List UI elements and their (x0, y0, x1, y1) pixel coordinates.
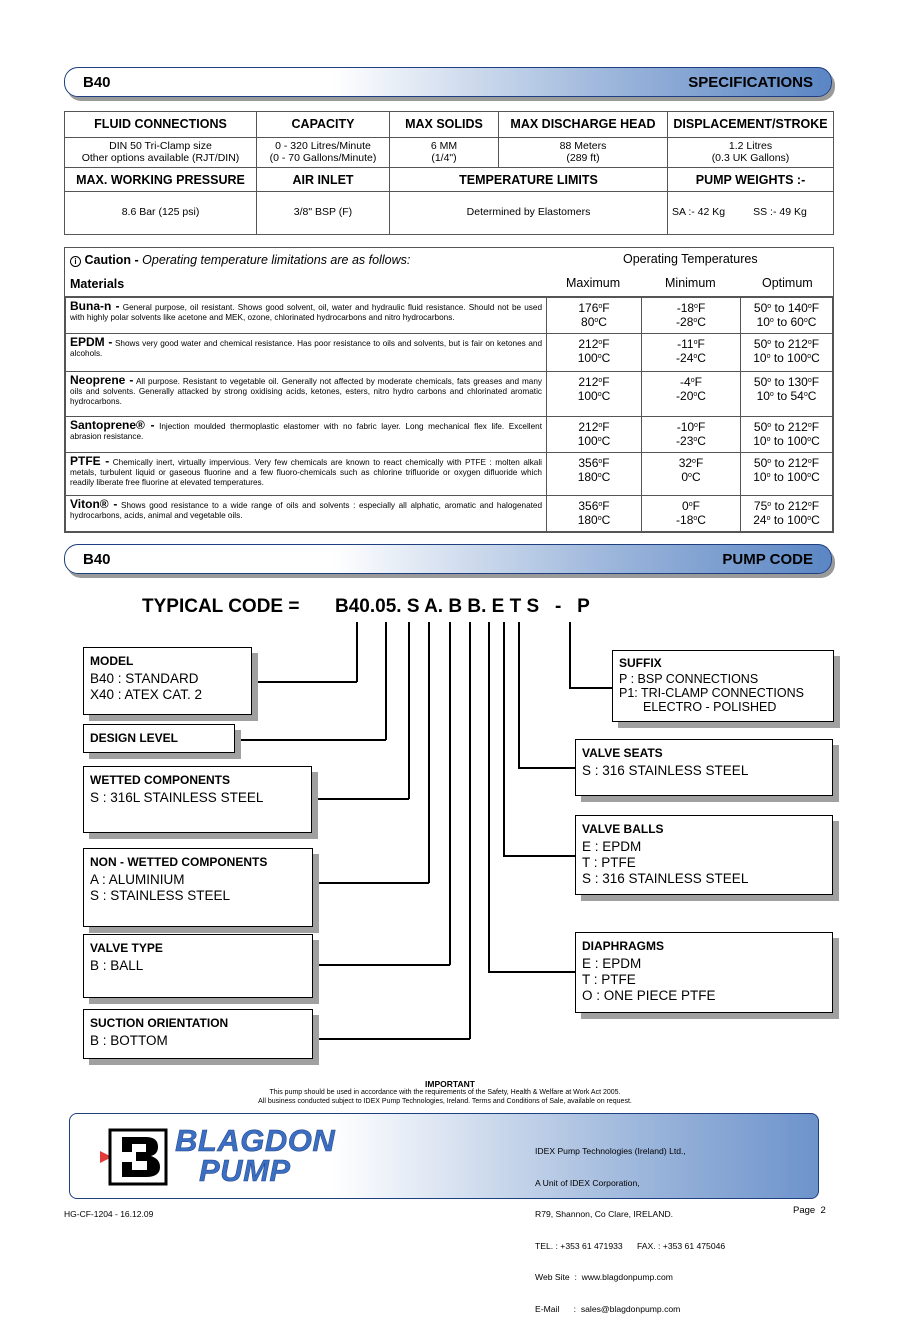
spec-value: 88 Meters (289 ft) (499, 138, 668, 168)
spec-header: PUMP WEIGHTS :- (668, 168, 834, 192)
diaphragms-box (575, 932, 833, 1013)
connector-line (428, 622, 430, 883)
temp-c: -20$^o$C (676, 389, 706, 403)
valve-type-option: B : BALL (90, 958, 144, 973)
temp-f: 50$^o$ to 212$^o$F (753, 420, 820, 434)
design-level-box (83, 724, 235, 753)
typical-code-value: B40.05. S A. B B. E T S - P (335, 596, 590, 617)
model-option: X40 : ATEX CAT. 2 (90, 687, 203, 702)
suffix-box (612, 650, 834, 722)
temp-f: 356$^o$F (578, 499, 610, 513)
operating-temperatures-heading: Operating Temperatures (623, 252, 758, 266)
materials-rows (65, 297, 833, 532)
model-box (83, 647, 252, 715)
col-minimum: Minimum (665, 276, 716, 290)
company-address: IDEX Pump Technologies (Ireland) Ltd., A Unit of IDEX Corporation, R79, Shannon, Co Clare, IRELAND. TEL. : +353 61 471933 FAX. : +353 61 475046 Web Site : www.blagdonpump.com E-Mail : sales@blagdonpump.com (535, 1146, 726, 1314)
connector-line (518, 622, 520, 768)
col-maximum: Maximum (566, 276, 621, 290)
temp-c: 24$^o$ to 100$^o$C (753, 513, 820, 527)
connector-line (518, 767, 576, 769)
temp-c: 0$^o$C (681, 470, 701, 484)
material-description (66, 453, 547, 496)
optimum-temp (741, 453, 833, 496)
temp-c: -24$^o$C (676, 351, 706, 365)
temp-c: 180$^o$C (577, 513, 611, 527)
connector-line (569, 687, 613, 689)
design-level-title: DESIGN LEVEL (90, 731, 179, 745)
spec-header: MAX. WORKING PRESSURE (65, 168, 257, 192)
logo-wordmark (175, 1123, 336, 1188)
temp-f: 50$^o$ to 130$^o$F (753, 375, 820, 389)
wetted-option: S : 316L STAINLESS STEEL (90, 790, 264, 805)
material-row (66, 453, 833, 496)
min-temp (642, 453, 741, 496)
materials-heading: Materials (70, 277, 125, 291)
spec-header: DISPLACEMENT/STROKE (668, 112, 834, 138)
connector-line (235, 739, 386, 741)
banner-title: PUMP CODE (722, 551, 813, 568)
material-row (66, 417, 833, 453)
temp-c: 10$^o$ to 100$^o$C (753, 470, 820, 484)
max-temp (547, 417, 642, 453)
important-line: This pump should be used in accordance with the requirements of the Safety, Health & Welfare at Work Act 2005. (269, 1089, 621, 1096)
temp-f: -18$^o$F (676, 301, 706, 315)
materials-table (64, 247, 834, 533)
suffix-option: ELECTRO - POLISHED (643, 700, 777, 714)
logo-line: BLAGDON (175, 1123, 336, 1158)
material-text: All purpose. Resistant to vegetable oil. Generally not affected by moderate chemicals, fats greases and many oils and solvents. Generally attacked by strong oxidising acids, ketones, esters, nitro hydro carbons and chlorinated aromatic hydrocarbons. (70, 377, 543, 406)
temp-c: 10$^o$ to 54$^o$C (756, 389, 817, 403)
spec-header: MAX SOLIDS (390, 112, 499, 138)
suffix-option: P1: TRI-CLAMP CONNECTIONS (619, 686, 804, 700)
material-description (66, 298, 547, 334)
connector-line (356, 622, 358, 682)
connector-line (313, 1038, 470, 1040)
optimum-temp (741, 496, 833, 532)
temp-c: 10$^o$ to 100$^o$C (753, 351, 820, 365)
valve-balls-option: S : 316 STAINLESS STEEL (582, 871, 749, 886)
spec-header: FLUID CONNECTIONS (65, 112, 257, 138)
suffix-title: SUFFIX (619, 656, 662, 670)
material-name: Santoprene® - (70, 418, 155, 432)
spec-value: SA :- 42 Kg SS :- 49 Kg (668, 192, 834, 235)
connector-line (503, 622, 505, 856)
spec-value: 3/8" BSP (F) (257, 192, 390, 235)
max-temp (547, 334, 642, 372)
optimum-temp (741, 298, 833, 334)
material-description (66, 496, 547, 532)
temp-c: 10$^o$ to 60$^o$C (756, 315, 817, 329)
connector-line (488, 622, 490, 972)
material-text: Shows very good water and chemical resistance. Has poor resistance to oils and solvents, but is fair on ketones and alcohols. (70, 339, 542, 358)
temp-c: -28$^o$C (676, 315, 706, 329)
temp-f: 0$^o$F (682, 499, 700, 513)
document-reference: HG-CF-1204 - 16.12.09 (64, 1209, 154, 1219)
optimum-temp (741, 334, 833, 372)
material-row (66, 334, 833, 372)
material-text: Shows good resistance to a wide range of oils and solvents : especially all alphatic, aromatic and halogenated hydrocarbons, acids, animal and vegetable oils. (70, 501, 543, 520)
valve-type-title: VALVE TYPE (90, 941, 163, 955)
suction-orientation-box (83, 1009, 313, 1059)
temp-f: 212$^o$F (578, 337, 610, 351)
temp-f: -4$^o$F (680, 375, 702, 389)
non-wetted-option: S : STAINLESS STEEL (90, 888, 231, 903)
material-text: General purpose, oil resistant. Shows good solvent, oil, water and hydraulic fluid resistance. Should not be used with highly polar solvents like acetone and MEK, ozone, chlorinated hydrocarbons and nitro hydrocarbons. (70, 303, 543, 322)
material-row (66, 496, 833, 532)
spec-header: AIR INLET (257, 168, 390, 192)
logo-line: PUMP (199, 1153, 291, 1188)
max-temp (547, 496, 642, 532)
temp-c: 10$^o$ to 100$^o$C (753, 434, 820, 448)
temp-f: 32$^o$F (678, 456, 704, 470)
suction-title: SUCTION ORIENTATION (90, 1016, 229, 1030)
material-description (66, 417, 547, 453)
valve-balls-option: T : PTFE (582, 855, 636, 870)
optimum-temp (741, 417, 833, 453)
specifications-table (64, 111, 834, 235)
connector-line (408, 622, 410, 799)
material-description (66, 372, 547, 417)
material-text: Chemically inert, virtually impervious. Very few chemicals are known to react chemically with PTFE : molten alkali metals, turbulent liquid or gaseous fluorine and a few fluoro-chemicals such as chlorine trifluoride or oxygen difluoride which readily liberate free fluorine at elevated temperatures. (70, 458, 543, 487)
connector-line (252, 681, 357, 683)
temp-c: 180$^o$C (577, 470, 611, 484)
pump-code-banner (64, 544, 832, 574)
valve-seats-option: S : 316 STAINLESS STEEL (582, 763, 749, 778)
temp-f: 176$^o$F (578, 301, 610, 315)
connector-line (569, 622, 571, 688)
page-number: Page 2 (793, 1205, 826, 1216)
temp-f: 356$^o$F (578, 456, 610, 470)
temp-c: -23$^o$C (676, 434, 706, 448)
material-name: EPDM - (70, 335, 113, 349)
material-name: Neoprene - (70, 373, 134, 387)
col-optimum: Optimum (762, 276, 813, 290)
caution-text: Operating temperature limitations are as follows: (142, 253, 411, 267)
connector-line (503, 855, 576, 857)
max-temp (547, 372, 642, 417)
spec-value: 8.6 Bar (125 psi) (65, 192, 257, 235)
temp-f: 50$^o$ to 212$^o$F (753, 456, 820, 470)
info-icon: i (70, 256, 81, 267)
typical-code-label: TYPICAL CODE = (142, 596, 300, 617)
material-text: Injection moulded thermoplastic elastomer with no fabric layer. Long mechanical flex life. Excellent abrasion resistance. (70, 422, 542, 441)
spec-value: Determined by Elastomers (390, 192, 668, 235)
connector-line (313, 964, 450, 966)
spec-value: 6 MM (1/4") (390, 138, 499, 168)
spec-header: CAPACITY (257, 112, 390, 138)
banner-model: B40 (83, 551, 111, 568)
connector-line (312, 798, 409, 800)
temp-f: -10$^o$F (676, 420, 706, 434)
connector-line (449, 622, 451, 965)
diaphragms-title: DIAPHRAGMS (582, 939, 665, 953)
temp-c: 80$^o$C (581, 315, 607, 329)
optimum-temp (741, 372, 833, 417)
suffix-option: P : BSP CONNECTIONS (619, 672, 759, 686)
non-wetted-title: NON - WETTED COMPONENTS (90, 855, 268, 869)
max-temp (547, 453, 642, 496)
temp-c: 100$^o$C (577, 434, 611, 448)
wetted-components-box (83, 766, 312, 833)
important-title: IMPORTANT (425, 1079, 475, 1089)
banner-title: SPECIFICATIONS (688, 74, 813, 91)
non-wetted-option: A : ALUMINIUM (90, 872, 185, 887)
connector-line (488, 971, 576, 973)
material-name: PTFE - (70, 454, 110, 468)
valve-balls-title: VALVE BALLS (582, 822, 664, 836)
valve-seats-title: VALVE SEATS (582, 746, 663, 760)
spec-value: DIN 50 Tri-Clamp size Other options available (RJT/DIN) (65, 138, 257, 168)
spec-header: TEMPERATURE LIMITS (390, 168, 668, 192)
non-wetted-components-box (83, 848, 313, 927)
material-name: Viton® - (70, 497, 118, 511)
connector-line (469, 622, 471, 1039)
suction-option: B : BOTTOM (90, 1033, 168, 1048)
material-row (66, 372, 833, 417)
temp-c: -18$^o$C (676, 513, 706, 527)
spec-header: MAX DISCHARGE HEAD (499, 112, 668, 138)
spec-value: 0 - 320 Litres/Minute (0 - 70 Gallons/Minute) (257, 138, 390, 168)
important-line: All business conducted subject to IDEX Pump Technologies, Ireland. Terms and Conditions of Sale, available on request. (258, 1098, 632, 1105)
material-name: Buna-n - (70, 299, 120, 313)
min-temp (642, 298, 741, 334)
banner-model: B40 (83, 74, 111, 91)
model-title: MODEL (90, 654, 134, 668)
diaphragms-option: T : PTFE (582, 972, 636, 987)
min-temp (642, 372, 741, 417)
min-temp (642, 334, 741, 372)
blagdon-logo-icon (100, 1127, 168, 1187)
model-option: B40 : STANDARD (90, 671, 199, 686)
specifications-banner (64, 67, 832, 97)
temp-f: 50$^o$ to 212$^o$F (753, 337, 820, 351)
wetted-title: WETTED COMPONENTS (90, 773, 230, 787)
temp-f: -11$^o$F (677, 337, 705, 351)
temp-f: 50$^o$ to 140$^o$F (753, 301, 820, 315)
material-row (66, 298, 833, 334)
spec-value: 1.2 Litres (0.3 UK Gallons) (668, 138, 834, 168)
diaphragms-option: O : ONE PIECE PTFE (582, 988, 716, 1003)
diaphragms-option: E : EPDM (582, 956, 642, 971)
min-temp (642, 496, 741, 532)
caution-label: Caution - (84, 253, 139, 267)
temp-c: 100$^o$C (577, 389, 611, 403)
connector-line (385, 622, 387, 740)
valve-seats-box (575, 739, 833, 796)
valve-type-box (83, 934, 313, 998)
max-temp (547, 298, 642, 334)
valve-balls-box (575, 815, 833, 895)
temp-c: 100$^o$C (577, 351, 611, 365)
valve-balls-option: E : EPDM (582, 839, 642, 854)
material-description (66, 334, 547, 372)
min-temp (642, 417, 741, 453)
connector-line (313, 882, 429, 884)
temp-f: 212$^o$F (578, 375, 610, 389)
temp-f: 75$^o$ to 212$^o$F (753, 499, 820, 513)
temp-f: 212$^o$F (578, 420, 610, 434)
